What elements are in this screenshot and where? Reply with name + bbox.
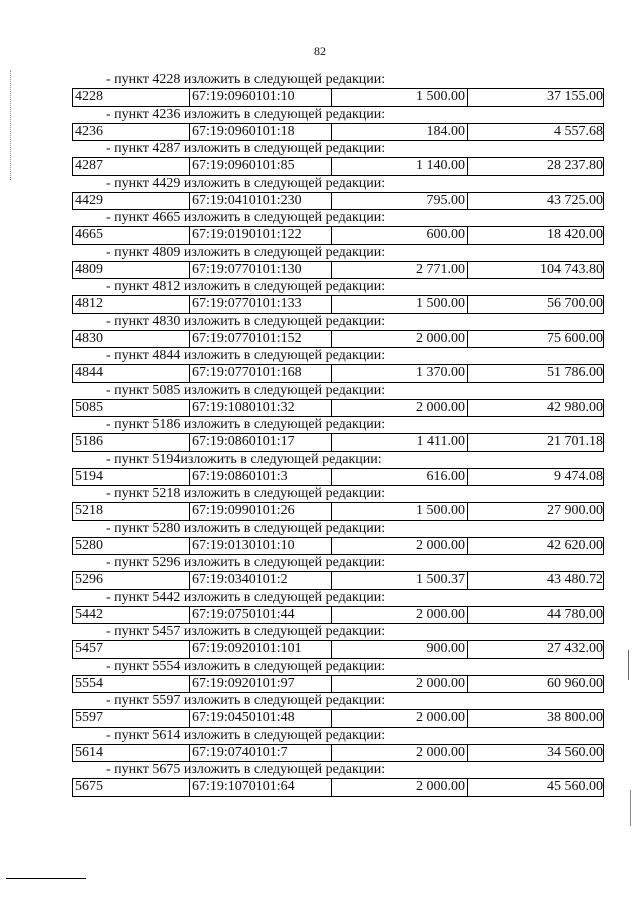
cost-cell: 38 800.00 [467, 710, 605, 727]
amendment-entry [72, 348, 604, 383]
cost-cell: 42 620.00 [467, 538, 605, 555]
cost-cell: 56 700.00 [467, 296, 605, 313]
cadastral-number-cell: 67:19:0740101:7 [189, 745, 331, 762]
amendment-entry [72, 279, 604, 314]
amendment-entry [72, 383, 604, 418]
cost-cell: 18 420.00 [467, 227, 605, 244]
amendment-entry [72, 72, 604, 107]
cadastral-number-cell: 67:19:0750101:44 [189, 607, 331, 624]
area-cell: 1 500.00 [331, 503, 467, 520]
cost-cell: 44 780.00 [467, 607, 605, 624]
table-row [72, 364, 604, 383]
area-cell: 2 000.00 [331, 538, 467, 555]
cadastral-number-cell: 67:19:0960101:10 [189, 89, 331, 106]
table-row [72, 261, 604, 280]
margin-mark [628, 650, 629, 680]
amendment-entry [72, 486, 604, 521]
table-row [72, 502, 604, 521]
amendment-entry [72, 659, 604, 694]
area-cell: 2 000.00 [331, 676, 467, 693]
area-cell: 2 000.00 [331, 400, 467, 417]
cost-cell: 43 725.00 [467, 193, 605, 210]
cadastral-number-cell: 67:19:0920101:101 [189, 641, 331, 658]
item-number-cell: 5194 [75, 468, 103, 484]
area-cell: 1 500.00 [331, 296, 467, 313]
cadastral-number-cell: 67:19:0770101:152 [189, 331, 331, 348]
table-row [72, 778, 604, 797]
amendment-entry [72, 693, 604, 728]
amendment-caption: - пункт 4665 изложить в следующей редакции: [106, 210, 386, 225]
amendment-entry [72, 624, 604, 659]
cost-cell: 9 474.08 [467, 469, 605, 486]
cadastral-number-cell: 67:19:0130101:10 [189, 538, 331, 555]
cadastral-number-cell: 67:19:0860101:17 [189, 434, 331, 451]
margin-mark [630, 790, 631, 826]
table-row [72, 640, 604, 659]
cost-cell: 37 155.00 [467, 89, 605, 106]
cadastral-number-cell: 67:19:0770101:168 [189, 365, 331, 382]
cadastral-number-cell: 67:19:0190101:122 [189, 227, 331, 244]
margin-mark [10, 70, 11, 180]
item-number-cell: 4429 [75, 192, 103, 208]
cost-cell: 27 900.00 [467, 503, 605, 520]
item-number-cell: 5597 [75, 710, 103, 725]
amendment-entry [72, 245, 604, 280]
table-row [72, 709, 604, 728]
cadastral-number-cell: 67:19:1080101:32 [189, 400, 331, 417]
amendment-entry [72, 210, 604, 245]
amendment-caption: - пункт 4228 изложить в следующей редакции: [106, 72, 386, 87]
area-cell: 2 771.00 [331, 262, 467, 279]
item-number-cell: 4665 [75, 227, 103, 242]
amendment-caption: - пункт 5296 изложить в следующей редакции: [106, 555, 386, 570]
item-number-cell: 4287 [75, 158, 103, 173]
area-cell: 184.00 [331, 124, 467, 141]
table-row [72, 88, 604, 107]
area-cell: 1 500.37 [331, 572, 467, 589]
amendment-entry [72, 107, 604, 142]
table-row [72, 468, 604, 487]
cost-cell: 75 600.00 [467, 331, 605, 348]
amendment-entry [72, 762, 604, 797]
amendment-caption: - пункт 5457 изложить в следующей редакции: [106, 624, 386, 639]
amendment-caption: - пункт 5280 изложить в следующей редакции: [106, 520, 386, 536]
amendment-entry [72, 452, 604, 487]
cost-cell: 21 701.18 [467, 434, 605, 451]
amendment-caption: - пункт 4429 изложить в следующей редакции: [106, 175, 386, 191]
amendment-caption: - пункт 4236 изложить в следующей редакции: [106, 106, 386, 122]
cadastral-number-cell: 67:19:0340101:2 [189, 572, 331, 589]
area-cell: 795.00 [331, 193, 467, 210]
item-number-cell: 5085 [75, 399, 103, 415]
item-number-cell: 5554 [75, 675, 103, 691]
cost-cell: 45 560.00 [467, 779, 605, 796]
amendment-caption: - пункт 4812 изложить в следующей редакции: [106, 279, 386, 294]
cadastral-number-cell: 67:19:0860101:3 [189, 469, 331, 486]
footer-divider [6, 878, 86, 879]
amendment-entry [72, 521, 604, 556]
area-cell: 616.00 [331, 469, 467, 486]
cost-cell: 28 237.80 [467, 158, 605, 175]
item-number-cell: 4844 [75, 365, 103, 380]
table-row [72, 192, 604, 211]
amendment-caption: - пункт 5218 изложить в следующей редакции: [106, 486, 386, 501]
table-row [72, 433, 604, 452]
area-cell: 600.00 [331, 227, 467, 244]
cost-cell: 60 960.00 [467, 676, 605, 693]
area-cell: 900.00 [331, 641, 467, 658]
amendment-caption: - пункт 5597 изложить в следующей редакции: [106, 693, 386, 708]
table-row [72, 571, 604, 590]
cadastral-number-cell: 67:19:0920101:97 [189, 676, 331, 693]
area-cell: 1 370.00 [331, 365, 467, 382]
table-row [72, 295, 604, 314]
amendment-caption: - пункт 5675 изложить в следующей редакции: [106, 762, 386, 777]
item-number-cell: 4809 [75, 261, 103, 277]
cost-cell: 42 980.00 [467, 400, 605, 417]
amendment-entry [72, 314, 604, 349]
table-row [72, 226, 604, 245]
amendment-entry [72, 728, 604, 763]
area-cell: 1 500.00 [331, 89, 467, 106]
cadastral-number-cell: 67:19:0770101:133 [189, 296, 331, 313]
area-cell: 2 000.00 [331, 607, 467, 624]
page-number: 82 [314, 44, 326, 58]
cost-cell: 51 786.00 [467, 365, 605, 382]
amendment-caption: - пункт 5554 изложить в следующей редакции: [106, 658, 386, 674]
item-number-cell: 4812 [75, 296, 103, 311]
item-number-cell: 5218 [75, 503, 103, 518]
amendment-caption: - пункт 5442 изложить в следующей редакции: [106, 589, 386, 605]
cost-cell: 4 557.68 [467, 124, 605, 141]
item-number-cell: 4236 [75, 123, 103, 139]
item-number-cell: 4228 [75, 89, 103, 104]
cadastral-number-cell: 67:19:1070101:64 [189, 779, 331, 796]
cadastral-number-cell: 67:19:0770101:130 [189, 262, 331, 279]
table-row [72, 157, 604, 176]
area-cell: 2 000.00 [331, 331, 467, 348]
cadastral-number-cell: 67:19:0450101:48 [189, 710, 331, 727]
cost-cell: 27 432.00 [467, 641, 605, 658]
amendment-caption: - пункт 5614 изложить в следующей редакции: [106, 727, 386, 743]
table-row [72, 606, 604, 625]
amendment-list [72, 72, 604, 797]
item-number-cell: 5280 [75, 537, 103, 553]
item-number-cell: 5186 [75, 434, 103, 449]
area-cell: 2 000.00 [331, 710, 467, 727]
amendment-caption: - пункт 5085 изложить в следующей редакции: [106, 382, 386, 398]
table-row [72, 675, 604, 694]
area-cell: 1 411.00 [331, 434, 467, 451]
table-row [72, 537, 604, 556]
item-number-cell: 5296 [75, 572, 103, 587]
table-row [72, 330, 604, 349]
cadastral-number-cell: 67:19:0990101:26 [189, 503, 331, 520]
item-number-cell: 5614 [75, 744, 103, 760]
amendment-caption: - пункт 4844 изложить в следующей редакции: [106, 348, 386, 363]
amendment-caption: - пункт 4830 изложить в следующей редакции: [106, 313, 386, 329]
table-row [72, 744, 604, 763]
amendment-caption: - пункт 5194изложить в следующей редакции: [106, 451, 382, 467]
cost-cell: 34 560.00 [467, 745, 605, 762]
cadastral-number-cell: 67:19:0960101:85 [189, 158, 331, 175]
cost-cell: 104 743.80 [467, 262, 605, 279]
amendment-caption: - пункт 4287 изложить в следующей редакции: [106, 141, 386, 156]
amendment-entry [72, 417, 604, 452]
cadastral-number-cell: 67:19:0960101:18 [189, 124, 331, 141]
table-row [72, 399, 604, 418]
cost-cell: 43 480.72 [467, 572, 605, 589]
amendment-entry [72, 176, 604, 211]
item-number-cell: 5457 [75, 641, 103, 656]
item-number-cell: 4830 [75, 330, 103, 346]
item-number-cell: 5442 [75, 606, 103, 622]
area-cell: 2 000.00 [331, 779, 467, 796]
amendment-caption: - пункт 4809 изложить в следующей редакции: [106, 244, 386, 260]
amendment-entry [72, 590, 604, 625]
amendment-entry [72, 555, 604, 590]
amendment-entry [72, 141, 604, 176]
cadastral-number-cell: 67:19:0410101:230 [189, 193, 331, 210]
area-cell: 2 000.00 [331, 745, 467, 762]
amendment-caption: - пункт 5186 изложить в следующей редакции: [106, 417, 386, 432]
table-row [72, 123, 604, 142]
area-cell: 1 140.00 [331, 158, 467, 175]
item-number-cell: 5675 [75, 779, 103, 794]
